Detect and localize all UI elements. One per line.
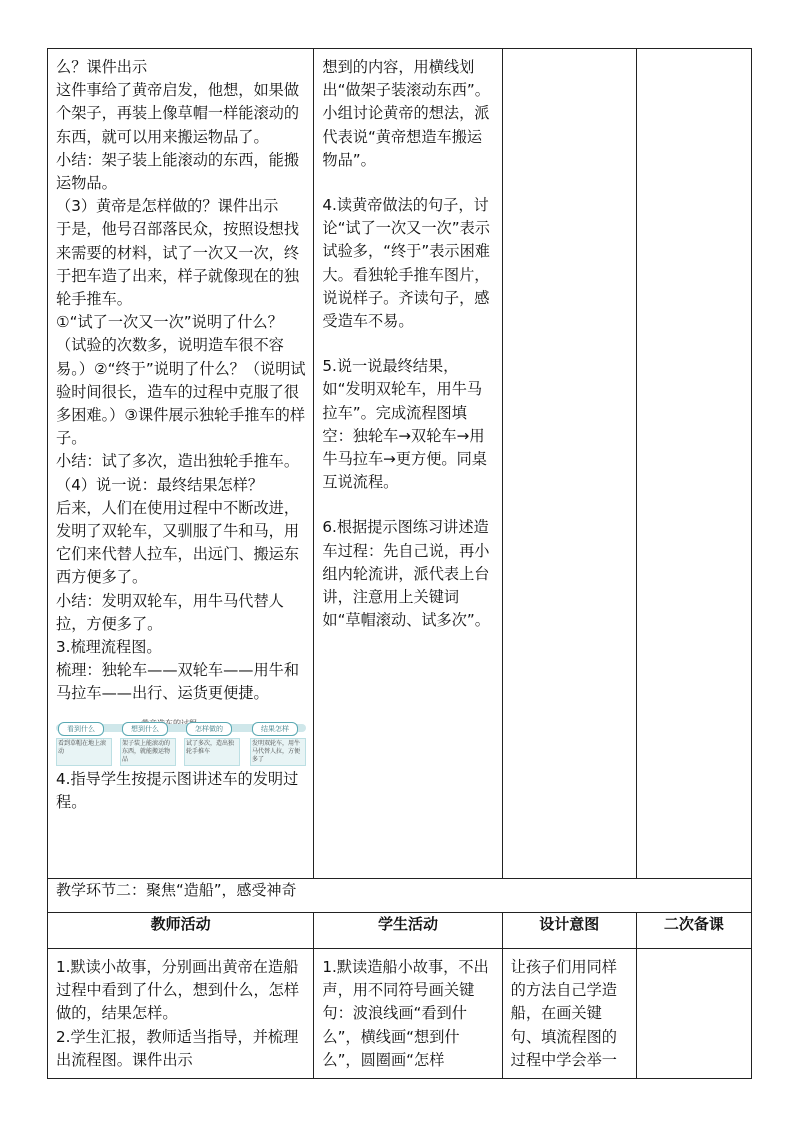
header-design: 设计意图 [502, 913, 636, 949]
teacher-text: ①“试了一次又一次”说明了什么？（试验的次数多，说明造车很不容易。）②“终于”说明了什么？（说明试验时间很长，造车的过程中克服了很多困难。）③课件展示独轮手推车的样子。 [56, 313, 306, 448]
table-row [48, 49, 752, 879]
teacher-text: 3.梳理流程图。 [56, 638, 162, 657]
teacher-activity-cell [48, 49, 314, 879]
header-teacher: 教师活动 [48, 913, 314, 949]
secondary-prep-cell [636, 49, 751, 879]
lesson-plan-table [47, 48, 752, 1079]
flow-chart-tag: 看到什么 [58, 722, 104, 736]
header-student: 学生活动 [314, 913, 502, 949]
teacher-text: 小结：架子装上能滚动的东西，能搬运物品。 [56, 150, 299, 193]
teacher-text: 么？课件出示 [56, 58, 148, 76]
teacher-text: 1.默读小故事，分别画出黄帝在造船过程中看到了什么，想到什么，怎样做的，结果怎样。 [56, 958, 299, 1023]
flow-chart-note: 架子装上能滚动的东西，就能搬运物品 [120, 738, 176, 766]
student-activity-cell [314, 49, 502, 879]
flow-chart-tag: 想到什么 [122, 722, 168, 736]
teacher-text: 这件事给了黄帝启发，他想，如果做个架子，再装上像草帽一样能滚动的东西，就可以用来搬运物品了。 [56, 81, 299, 146]
design-text: 让孩子们用同样的方法自己学造船，在画关键句、填流程图的过程中学会举一 [510, 958, 617, 1069]
section-row [48, 879, 752, 913]
teacher-text: （4）说一说：最终结果怎样？ [56, 475, 264, 494]
section-title: 教学环节二：聚焦“造船”，感受神奇 [56, 881, 297, 899]
secondary-prep-cell [636, 949, 751, 1079]
teacher-text: 小结：发明双轮车，用牛马代替人拉，方便多了。 [56, 591, 284, 633]
header-row [48, 913, 752, 949]
teacher-text: 2.学生汇报，教师适当指导，并梳理出流程图。课件出示 [56, 1027, 299, 1069]
design-intent-cell [502, 949, 636, 1079]
teacher-text: 后来，人们在使用过程中不断改进，发明了双轮车，又驯服了牛和马，用它们来代替人拉车，出远门、搬运东西方便多了。 [56, 498, 299, 587]
table-row [48, 949, 752, 1079]
student-text: 想到的内容，用横线划出“做架子装滚动东西”。小组讨论黄帝的想法，派代表说“黄帝想造车搬运物品”。 [322, 58, 490, 169]
student-text: 1.默读造船小故事，不出声，用不同符号画关键句：波浪线画“看到什么”，横线画“想到什么”，圆圈画“怎样 [322, 958, 489, 1069]
flow-chart-note: 试了多次，造出独轮手推车 [184, 738, 240, 766]
flow-chart-note: 看到草帽在地上滚动 [56, 738, 112, 766]
teacher-text: 小结：试了多次，造出独轮手推车。 [56, 452, 299, 471]
teacher-text: 4.指导学生按提示图讲述车的发明过程。 [56, 769, 299, 811]
flow-chart-image [56, 712, 306, 764]
student-text: 4.读黄帝做法的句子，讨论“试了一次又一次”表示试验多，“终于”表示困难大。看独轮手推车图片，说说样子。齐读句子，感受造车不易。 [322, 196, 490, 331]
flow-chart-tag: 结果怎样 [252, 722, 298, 736]
student-activity-cell [314, 949, 502, 1079]
design-intent-cell [502, 49, 636, 879]
flow-chart-note: 发明双轮车，用牛马代替人拉，方便多了 [250, 738, 306, 766]
header-secondary: 二次备课 [636, 913, 751, 949]
flow-chart-tag: 怎样做的 [186, 722, 232, 736]
teacher-activity-cell [48, 949, 314, 1079]
teacher-text: （3）黄帝是怎样做的？课件出示 [56, 197, 279, 216]
student-text: 6.根据提示图练习讲述造车过程：先自己说，再小组内轮流讲，派代表上台讲，注意用上关键词如“草帽滚动、试多次”。 [322, 518, 490, 630]
student-text: 5.说一说最终结果，如“发明双轮车，用牛马拉车”。完成流程图填空：独轮车→双轮车→用牛马拉车→更方便。同桌互说流程。 [322, 357, 487, 492]
lesson-plan-frame [47, 48, 752, 1078]
teacher-text: 梳理：独轮车——双轮车——用牛和马拉车——出行、运货更便捷。 [56, 661, 299, 703]
teacher-text: 于是，他号召部落民众，按照设想找来需要的材料，试了一次又一次，终于把车造了出来，样子就像现在的独轮手推车。 [56, 220, 299, 309]
